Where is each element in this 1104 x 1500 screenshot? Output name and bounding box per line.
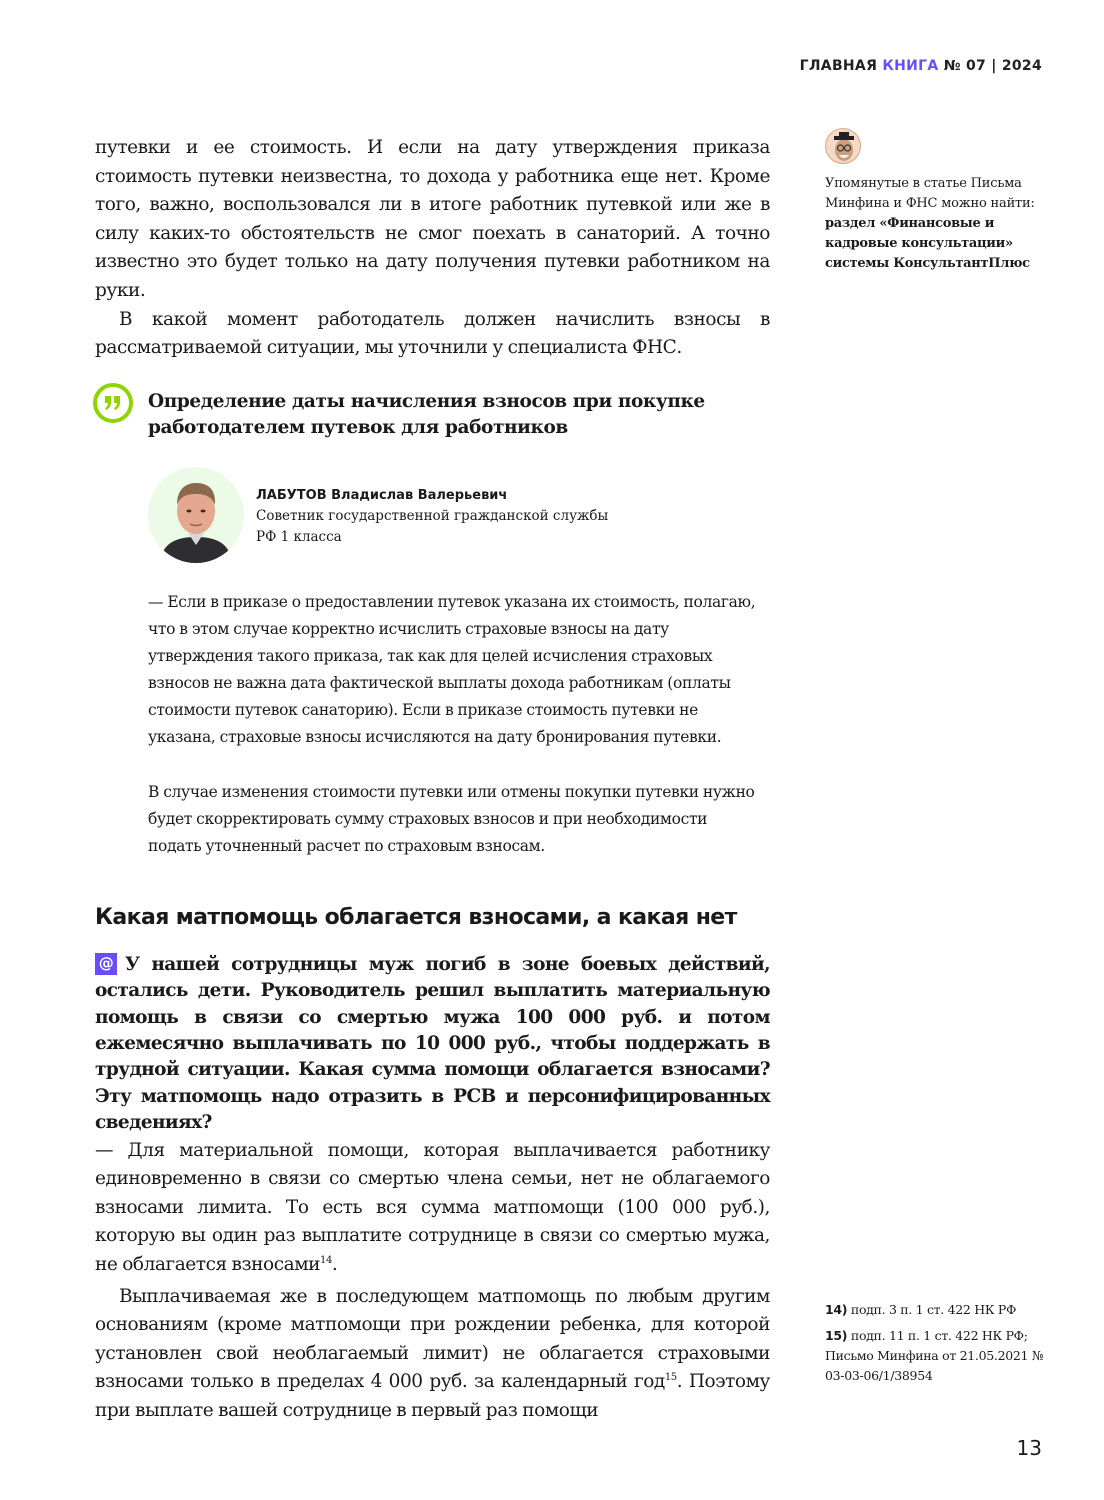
section-heading: Какая матпомощь облагается взносами, а какая нет [95,904,737,930]
reply-paragraph-2 [95,1283,770,1426]
reply-text-1-end: . [331,1253,338,1275]
brand-name-accent: КНИГА [882,58,939,74]
expert-card [148,467,770,567]
footnote-ref-14[interactable]: 14 [320,1254,332,1266]
paragraph-question-lead: В какой момент работодатель должен начислить взносы в рассматриваемой ситуации, мы уточнили у специалиста ФНС. [95,308,770,359]
footnote-number: 15) [825,1328,848,1343]
reply-text-1: — Для материальной помощи, которая выплачивается работнику единовременно в связи со смертью члена семьи, нет не облагаемого взносами лимита. То есть вся сумма матпомощи (100 000 руб.), которую вы один раз выплатите сотруднице в связи со смертью мужа, не облагается взносами [95,1139,770,1275]
expert-position: Советник государственной гражданской службы РФ 1 класса [256,507,609,545]
expert-name: ЛАБУТОВ Владислав Валерьевич [256,487,508,503]
footnotes [825,1300,1055,1386]
expert-avatar [148,467,244,563]
expert-quote-block [95,389,770,860]
sidebar-note-location: раздел «Финансовые и кадровые консультации» системы КонсультантПлюс [825,216,1030,271]
paragraph-intro: путевки и ее стоимость. И если на дату утверждения приказа стоимость путевки неизвестна, то дохода у работника еще нет. Кроме того, важно, воспользовался ли в итоге работник путевкой или же в силу каких-то обстоятельств не смог поехать в санаторий. А точно известно это будет только на дату получения путевки работником на руки. [95,137,770,301]
sidebar-note-text: Упомянутые в статье Письма Минфина и ФНС можно найти: [825,176,1035,211]
answer-paragraph-1: — Если в приказе о предоставлении путевок указана их стоимость, полагаю, что в этом случае корректно исчислить страховые взносы на дату утверждения такого приказа, так как для целей исчисления страховых взносов не важна дата фактической выплаты дохода работникам (оплаты стоимости путевок санаторию). Если в приказе стоимость путевки не указана, страховые взносы исчисляются на дату бронирования путевки. [148,592,756,746]
footnote-number: 14) [825,1302,848,1317]
brand-name: ГЛАВНАЯ [799,58,878,74]
reply-text-2: Выплачиваемая же в последующем матпомощь по любым другим основаниям (кроме матпомощи при рождении ребенка, для которой установлен свой необлагаемый лимит) не облагается страховыми взносами только в пределах 4 000 руб. за календарный год [95,1285,770,1393]
issue-number: № 07 | 2024 [943,58,1042,74]
answer-paragraph-2: В случае изменения стоимости путевки или отмены покупки путевки нужно будет скорректировать сумму страховых взносов и при необходимости подать уточненный расчет по страховым взносам. [148,782,755,855]
footnote-text: подп. 3 п. 1 ст. 422 НК РФ [850,1302,1017,1317]
footnote-15 [825,1326,1055,1386]
footnote-ref-15[interactable]: 15 [664,1372,677,1384]
quote-title: Определение даты начисления взносов при покупке работодателем путевок для работников [148,390,705,438]
reply-text-2-end: . Поэтому при выплате вашей сотруднице в первый раз помощи [95,1371,770,1421]
article-body [95,134,770,1426]
magazine-header [800,58,1042,74]
expert-answer [148,589,758,860]
consultant-mascot-icon [825,128,861,164]
at-icon: @ [95,953,117,975]
question-text: У нашей сотрудницы муж погиб в зоне боевых действий, остались дети. Руководитель решил выплатить материальную помощь в связи со смертью мужа 100 000 руб. и потом ежемесячно выплачивать по 10 000 руб., чтобы поддержать в трудной ситуации. Какая сумма помощи облагается взносами? Эту матпомощь надо отразить в РСВ и персонифицированных сведениях? [95,953,770,1134]
page-number: 13 [1016,1436,1042,1460]
sidebar-note [825,128,1055,274]
quote-icon [93,383,133,423]
footnote-text: подп. 11 п. 1 ст. 422 НК РФ; Письмо Минфина от 21.05.2021 № 03-03-06/1/38954 [825,1328,1044,1383]
footnote-14 [825,1300,1055,1320]
reader-question [95,952,770,1137]
reply-paragraph-1 [95,1137,770,1280]
